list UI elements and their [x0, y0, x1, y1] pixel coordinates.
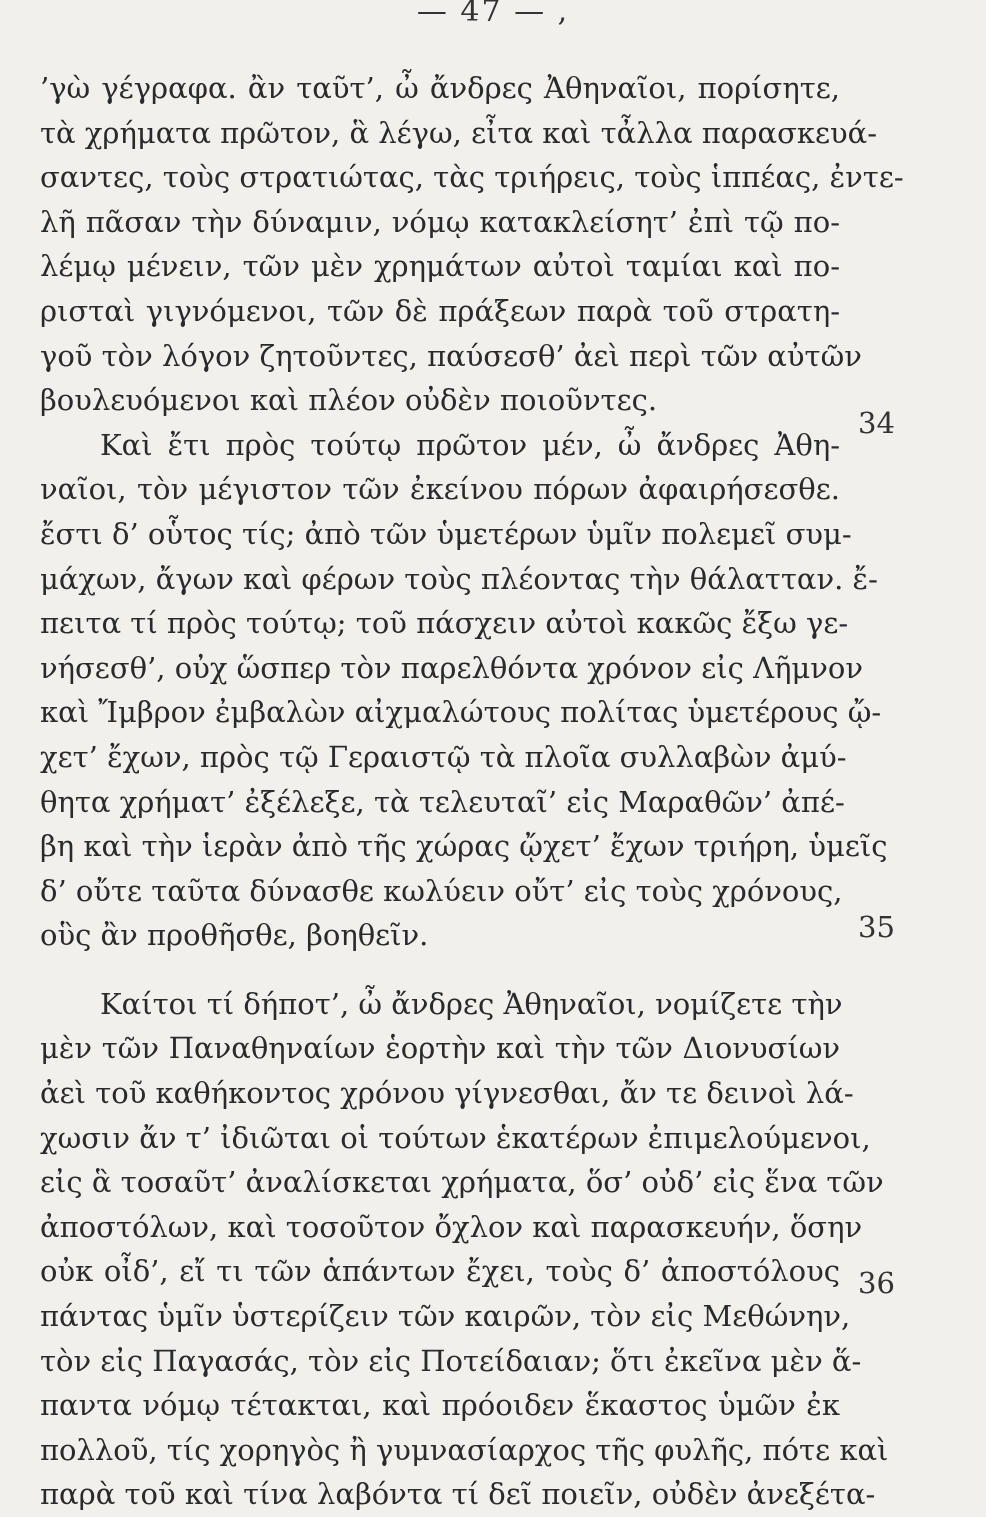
- text-line: θητα χρήματ’ ἐξέλεξε, τὰ τελευταῖ’ εἰς Μαραθῶν’ ἀπέ-: [40, 784, 845, 819]
- text-line: σαντες, τοὺς στρατιώτας, τὰς τριήρεις, τοὺς ἱππέας, ἐντε-: [40, 160, 904, 195]
- text-line: Καὶ ἔτι πρὸς τούτῳ πρῶτον μέν, ὦ ἄνδρες Ἀθη-: [100, 427, 840, 462]
- text-line: ’γὼ γέγραφα. ἂν ταῦτ’, ὦ ἄνδρες Ἀθηναῖοι, πορίσητε,: [40, 71, 840, 105]
- text-line: βη καὶ τὴν ἱερὰν ἀπὸ τῆς χώρας ᾤχετ’ ἔχων τριήρη, ὑμεῖς: [40, 829, 888, 864]
- text-line: πολλοῦ, τίς χορηγὸς ἢ γυμνασίαρχος τῆς φυλῆς, πότε καὶ: [40, 1432, 889, 1467]
- text-line: νήσεσθ’, οὐχ ὥσπερ τὸν παρελθόντα χρόνον εἰς Λῆμνον: [40, 650, 864, 685]
- text-line: πάντας ὑμῖν ὑστερίζειν τῶν καιρῶν, τὸν εἰς Μεθώνην,: [40, 1299, 851, 1334]
- text-line: εἰς ἃ τοσαῦτ’ ἀναλίσκεται χρήματα, ὅσ’ οὐδ’ εἰς ἕνα τῶν: [40, 1165, 884, 1200]
- text-line: πειτα τί πρὸς τούτῳ; τοῦ πάσχειν αὐτοὶ κακῶς ἔξω γε-: [40, 606, 849, 641]
- text-line: λῆ πᾶσαν τὴν δύναμιν, νόμῳ κατακλείσητ’ ἐπὶ τῷ πο-: [40, 204, 840, 239]
- text-line: οὐκ οἶδ’, εἴ τι τῶν ἁπάντων ἔχει, τοὺς δ’ ἀποστόλους: [40, 1254, 840, 1289]
- section-number-36: 36: [858, 1266, 895, 1300]
- text-line: Καίτοι τί δήποτ’, ὦ ἄνδρες Ἀθηναῖοι, νομίζετε τὴν: [100, 986, 843, 1021]
- text-line: λέμῳ μένειν, τῶν μὲν χρημάτων αὐτοὶ ταμίαι καὶ πο-: [40, 249, 840, 284]
- text-line: παρὰ τοῦ καὶ τίνα λαβόντα τί δεῖ ποιεῖν, οὐδὲν ἀνεξέτα-: [40, 1477, 876, 1512]
- text-line: βουλευόμενοι καὶ πλέον οὐδὲν ποιοῦντες.: [40, 383, 658, 418]
- text-line: τὰ χρήματα πρῶτον, ἃ λέγω, εἶτα καὶ τἆλλα παρασκευά-: [40, 115, 878, 150]
- text-line: χετ’ ἔχων, πρὸς τῷ Γεραιστῷ τὰ πλοῖα συλλαβὼν ἀμύ-: [40, 739, 847, 774]
- text-line: μάχων, ἄγων καὶ φέρων τοὺς πλέοντας τὴν θάλατταν. ἔ-: [40, 561, 878, 596]
- text-line: δ’ οὔτε ταῦτα δύνασθε κωλύειν οὔτ’ εἰς τοὺς χρόνους,: [40, 873, 843, 908]
- text-line: καὶ Ἴμβρον ἐμβαλὼν αἰχμαλώτους πολίτας ὑμετέρους ᾤ-: [40, 695, 882, 730]
- text-line: γοῦ τὸν λόγον ζητοῦντες, παύσεσθ’ ἀεὶ περὶ τῶν αὐτῶν: [40, 338, 862, 373]
- text-line: τὸν εἰς Παγασάς, τὸν εἰς Ποτείδαιαν; ὅτι ἐκεῖνα μὲν ἅ-: [40, 1343, 862, 1378]
- text-line: χωσιν ἄν τ’ ἰδιῶται οἱ τούτων ἑκατέρων ἐπιμελούμενοι,: [40, 1120, 871, 1155]
- text-line: ἔστι δ’ οὗτος τίς; ἀπὸ τῶν ὑμετέρων ὑμῖν πολεμεῖ συμ-: [40, 516, 852, 551]
- text-line: ἀεὶ τοῦ καθήκοντος χρόνου γίγνεσθαι, ἄν τε δεινοὶ λά-: [40, 1076, 854, 1111]
- text-line: οὓς ἂν προθῆσθε, βοηθεῖν.: [40, 918, 429, 953]
- text-line: ἀποστόλων, καὶ τοσοῦτον ὄχλον καὶ παρασκευήν, ὅσην: [40, 1209, 863, 1244]
- section-number-34: 34: [858, 406, 895, 440]
- text-line: ναῖοι, τὸν μέγιστον τῶν ἐκείνου πόρων ἀφαιρήσεσθε.: [40, 472, 840, 507]
- page-number-header: — 47 — ,: [416, 0, 570, 29]
- section-number-35: 35: [858, 910, 895, 944]
- text-line: παντα νόμῳ τέτακται, καὶ πρόοιδεν ἕκαστος ὑμῶν ἐκ: [40, 1388, 840, 1423]
- text-line: μὲν τῶν Παναθηναίων ἑορτὴν καὶ τὴν τῶν Διονυσίων: [40, 1031, 840, 1066]
- text-line: ρισταὶ γιγνόμενοι, τῶν δὲ πράξεων παρὰ τοῦ στρατη-: [40, 293, 840, 328]
